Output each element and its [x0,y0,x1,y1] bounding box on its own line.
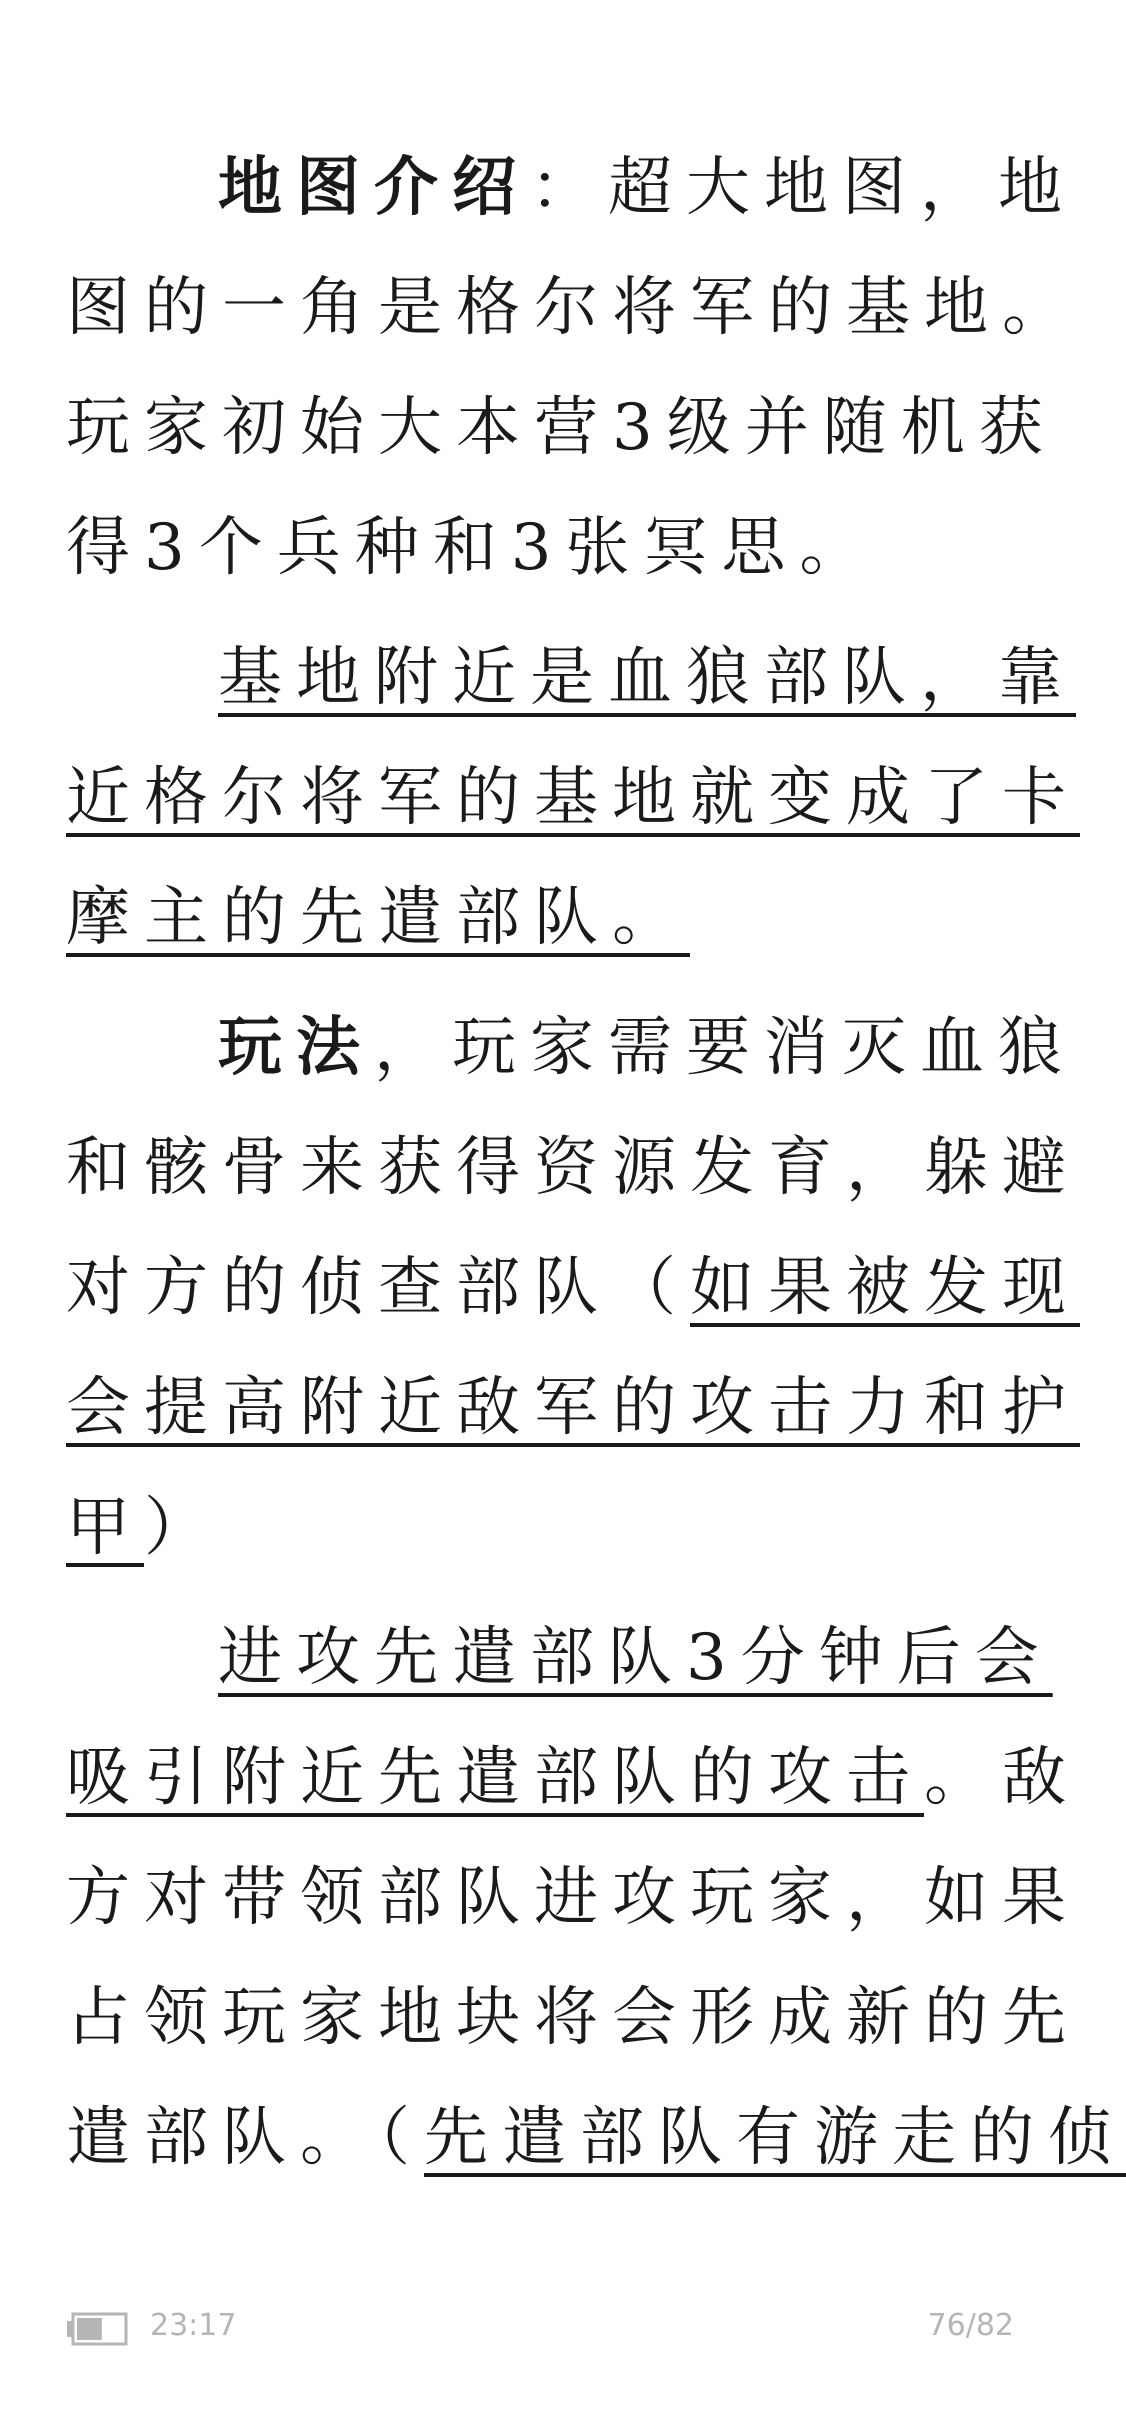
underlined-text: 如果被发现 [690,1251,1080,1325]
text-segment: ，玩家需要消灭血狼 [374,1011,1076,1085]
text-segment: 玩家初始大本营3级并随机获 [66,391,1057,465]
text-segment: ：超大地图，地 [530,151,1076,225]
text-segment: 占领玩家地块将会形成新的先 [66,1981,1080,2055]
text-line [66,503,1014,593]
status-bar [0,2300,1080,2360]
text-line [218,143,1076,233]
text-segment: 图的一角是格尔将军的基地。 [66,271,1080,345]
bold-text: 玩法 [218,1010,374,1085]
text-line [66,2093,1126,2183]
underlined-text: 吸引附近先遣部队的攻击 [66,1741,924,1815]
text-line [218,1613,1053,1703]
text-segment: 和骸骨来获得资源发育，躲避 [66,1131,1080,1205]
text-line [66,873,1014,963]
text-line [66,383,1057,473]
battery-icon [66,2312,128,2346]
text-line [66,1363,1080,1453]
text-segment: 遣部队。（ [66,2101,424,2175]
text-segment: ） [144,1491,222,1565]
clock: 23:17 [150,2308,237,2343]
underlined-text: 会提高附近敌军的攻击力和护 [66,1371,1080,1445]
underlined-text: 进攻先遣部队3分钟后会 [218,1621,1053,1695]
text-line [66,263,1080,353]
text-line [66,753,1080,843]
text-segment: 得3个兵种和3张冥思。 [66,511,878,585]
bold-text: 地图介绍 [218,150,530,225]
text-line [218,633,1076,723]
text-line [66,1483,1014,1573]
underlined-text: 先遣部队有游走的侦 [424,2101,1126,2175]
text-segment: 方对带领部队进攻玩家，如果 [66,1861,1080,1935]
underlined-text: 甲 [66,1491,144,1565]
text-line [218,1003,1076,1093]
text-line [66,1853,1080,1943]
text-line [66,1973,1080,2063]
text-segment: 对方的侦查部队（ [66,1251,690,1325]
underlined-text: 摩主的先遣部队。 [66,881,690,955]
underlined-text: 近格尔将军的基地就变成了卡 [66,761,1080,835]
text-line [66,1243,1080,1333]
text-segment: 。敌 [924,1741,1080,1815]
underlined-text: 基地附近是血狼部队，靠 [218,641,1076,715]
battery-level [77,2318,102,2340]
text-line [66,1123,1080,1213]
page-indicator: 76/82 [927,2308,1014,2343]
text-line [66,1733,1080,1823]
